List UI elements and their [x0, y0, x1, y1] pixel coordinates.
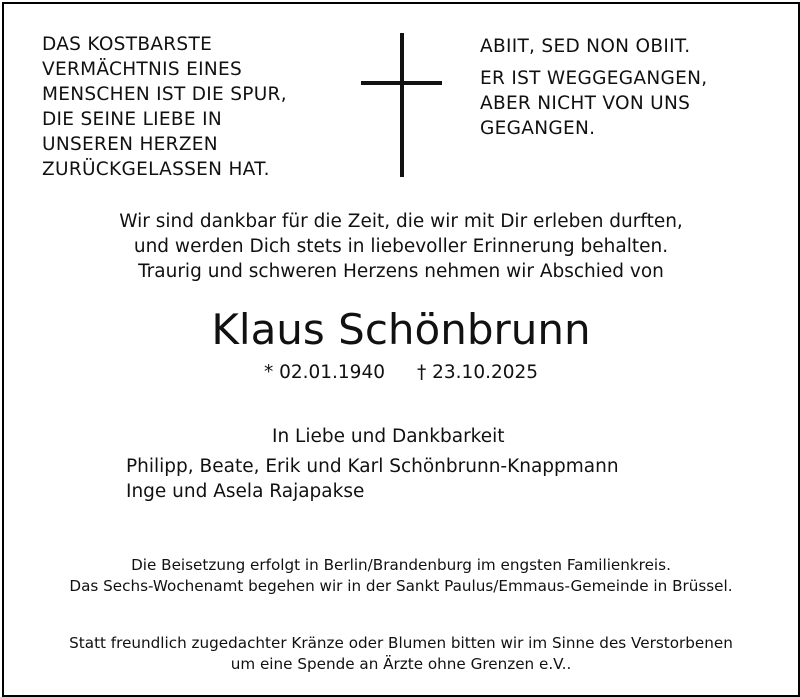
intro-line: und werden Dich stets in liebevoller Erinnerung behalten. [133, 236, 669, 257]
deceased-name: Klaus Schönbrunn [211, 305, 591, 354]
intro-line: Wir sind dankbar für die Zeit, die wir mit Dir erleben durften, [119, 211, 683, 232]
intro-line: Traurig und schweren Herzens nehmen wir Abschied von [138, 261, 664, 282]
verse-left-line: DIE SEINE LIEBE IN [42, 109, 222, 130]
funeral-notes [4, 555, 798, 597]
death-date: † 23.10.2025 [417, 362, 539, 383]
cross-horizontal-bar [361, 81, 442, 85]
donation-note-line: Statt freundlich zugedachter Kränze oder Blumen bitten wir im Sinne des Verstorbenen [69, 634, 733, 652]
verse-left-line: VERMÄCHTNIS EINES [42, 59, 243, 80]
intro-text [4, 209, 798, 284]
verse-right [480, 34, 707, 141]
mourners-line: Inge und Asela Rajapakse [126, 481, 365, 502]
verse-left-line: MENSCHEN IST DIE SPUR, [42, 84, 287, 105]
mourners-lead: In Liebe und Dankbarkeit [272, 426, 505, 447]
verse-right-line: ER IST WEGGEGANGEN, [480, 68, 708, 89]
verse-right-line: ABER NICHT VON UNS [480, 93, 691, 114]
donation-notes [4, 633, 798, 675]
birth-date: * 02.01.1940 [263, 362, 385, 383]
verse-left-line: UNSEREN HERZEN [42, 134, 218, 155]
funeral-note-line: Die Beisetzung erfolgt in Berlin/Brandenburg im engsten Familienkreis. [131, 556, 671, 574]
donation-note-line: um eine Spende an Ärzte ohne Grenzen e.V.. [230, 655, 572, 673]
verse-left-line: ZURÜCKGELASSEN HAT. [42, 159, 270, 180]
verse-left-line: DAS KOSTBARSTE [42, 34, 213, 55]
mourners-line: Philipp, Beate, Erik und Karl Schönbrunn-Knappmann [126, 456, 619, 477]
life-dates [4, 360, 798, 386]
funeral-note-line: Das Sechs-Wochenamt begehen wir in der Sankt Paulus/Emmaus-Gemeinde in Brüssel. [69, 577, 733, 595]
cross-vertical-bar [400, 33, 404, 177]
verse-left [42, 32, 287, 182]
obituary-notice [2, 2, 800, 697]
latin-quote: ABIIT, SED NON OBIIT. [480, 36, 691, 57]
verse-right-line: GEGANGEN. [480, 118, 596, 139]
